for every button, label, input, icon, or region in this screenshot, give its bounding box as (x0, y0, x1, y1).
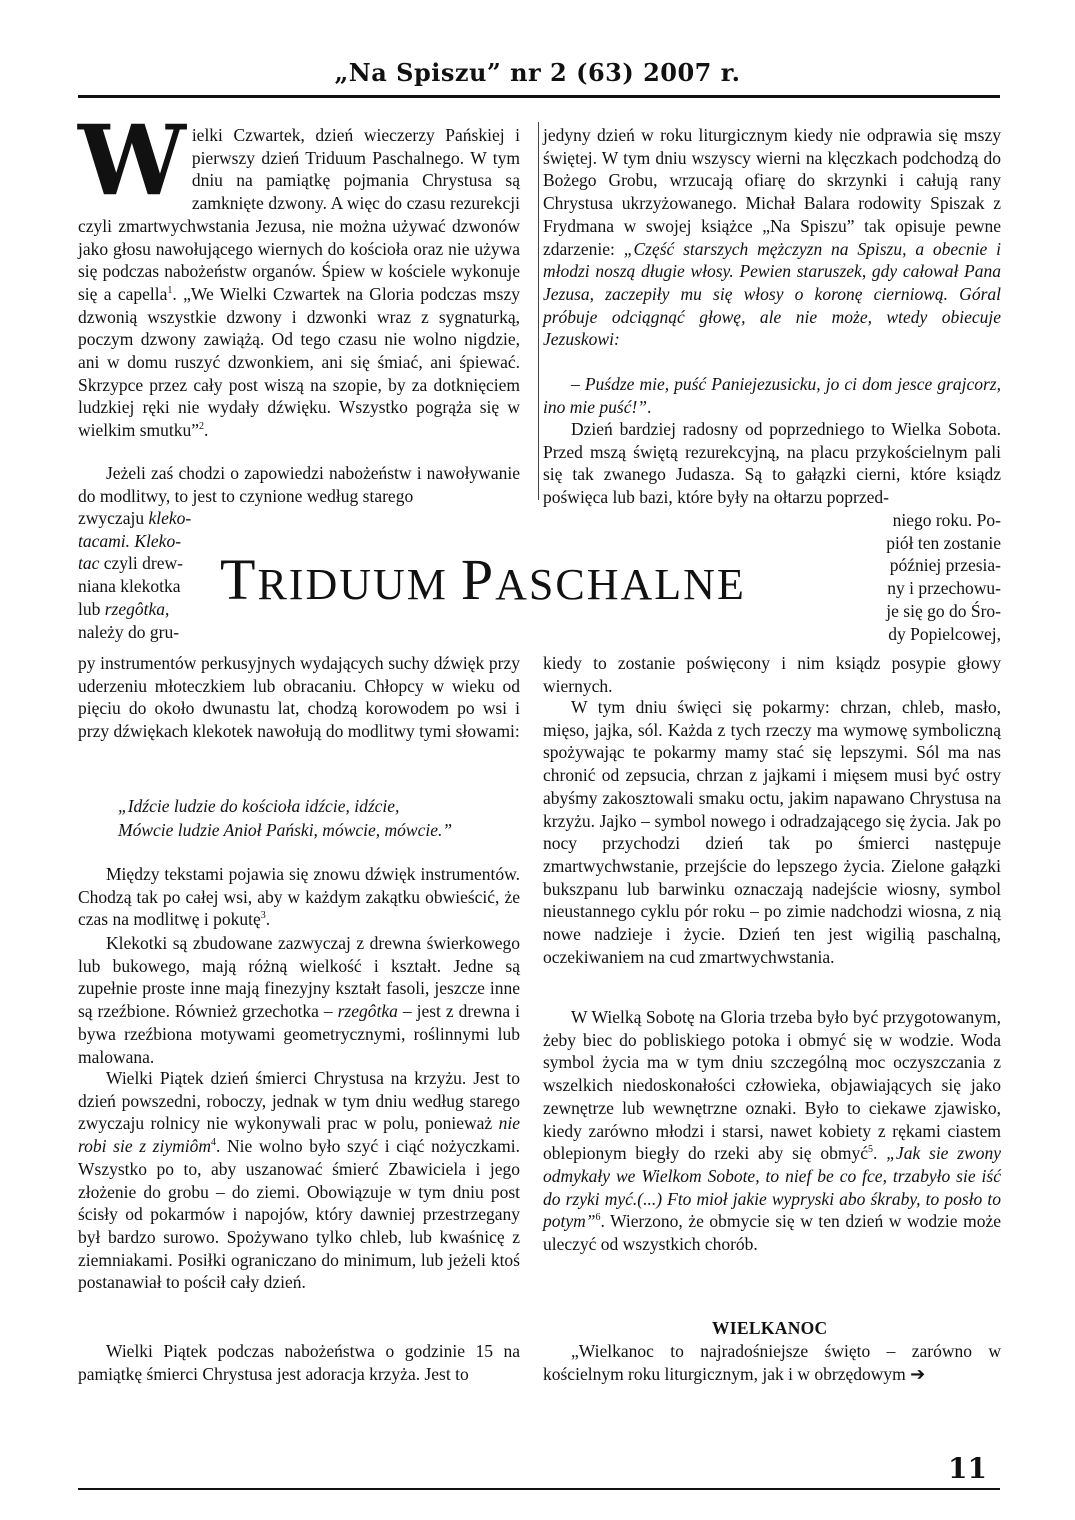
running-header: „Na Spiszu” nr 2 (63) 2007 r. (334, 58, 741, 87)
right-paragraph-2: – Puśdze mie, puść Paniejezusicku, jo ci dom jesce grajcorz, ino mie puść!”. (543, 374, 1001, 417)
left-paragraph-4: Klekotki są zbudowane zazwyczaj z drewna świerkowego lub bukowego, mają różną wielkość i kształt. Jedne są zupełnie proste inne mają finezyjny kształt fasoli, jeszcze inne są rzeźbione. Również grzechotka – rzegôtka – jest z drewna i bywa rzeźbiona motywami geometrycznymi, roślinnymi lub malowana. (78, 933, 520, 1067)
left-paragraph-3: Między tekstami pojawia się znowu dźwięk instrumentów. Chodzą tak po całej wsi, aby w każdym zakątku obwieścić, że czas na modlitwę i pokutę$^3$. (78, 864, 520, 930)
right-paragraph-3: Dzień bardziej radosny od poprzedniego to Wielka Sobota. Przed mszą świętą rezurekcyjną, na placu przykościelnym pali się tak zwanego Judasza. Są to gałązki cierni, które ksiądz poświęca lub bazi, które były na ołtarzu poprzed- (543, 419, 1001, 508)
quote-line-1: „Idźcie ludzie do kościoła idźcie, idźcie, (118, 796, 400, 816)
continue-arrow-icon: ➔ (910, 1363, 926, 1385)
footer-rule (78, 1488, 1000, 1490)
section-heading: WIELKANOC (712, 1318, 828, 1338)
right-paragraph-1: jedyny dzień w roku liturgicznym kiedy nie odprawia się mszy świętej. W tym dniu wszyscy wierni na klęczkach podchodzą do Bożego Grobu, wrzucają ofiarę do skrzynki i całują rany Chrystusa ukrzyżowanego. Michał Balara rodowity Spiszak z Frydmana w swojej książce „Na Spiszu” tak opisuje pewne zdarzenie: „Część starszych mężczyzn na Spiszu, a obecnie i młodzi noszą długie włosy. Pewien staruszek, gdy całował Pana Jezusa, zaczepiły mu się włosy o koronę cierniową. Góral próbuje odciągnąć głowę, ale nie może, wtedy obiecuje Jezuskowi: (543, 125, 1002, 350)
right-paragraph-5: W Wielką Sobotę na Gloria trzeba było być przygotowanym, żeby biec do pobliskiego potoka i obmyć się w wodzie. Woda symbol życia ma w tym dniu szczególną moc oczyszczania z wszelkich niedoskonałości człowieka, objawiających się jako zewnętrze lub wewnętrzne oznaki. Było to ciekawe zjawisko, kiedy zarówno młodzi i starsi, nawet kobiety z rękami ciastem oblepionym biegły do rzeki aby się obmyć$^5$. „Jak sie zwony odmykały we Wielkom Sobote, to nief be co fce, trzabyło sie iść do rzyki myć.(...) Fto mioł jakie wypryski abo śkraby, to posło to potym”$^6$. Wierzono, że obmycie się w ten dzień w wodzie może uleczyć od wszystkich chorób. (543, 1007, 1002, 1255)
article-title: TRIDUUM PASCHALNE (220, 547, 746, 612)
drop-cap: W (78, 104, 186, 217)
left-paragraph-5: Wielki Piątek dzień śmierci Chrystusa na krzyżu. Jest to dzień powszedni, roboczy, jednak w tym dniu według starego zwyczaju rolnicy nie wykonywali prac w polu, ponieważ nie robi sie z ziymiôm$^4$. Nie wolno było szyć i ciąć nożyczkami. Wszystko po to, aby uszanować śmierć Zbawiciela i jego złożenie do grobu – do ziemi. Obowiązuje w tym dniu post ścisły od pokarmów i napojów, który dawniej przestrzegany był bardzo surowo. Spożywano tylko chleb, lub kwaśnicę z ziemniakami. Posiłki ograniczano do minimum, lub jeżeli ktoś postanawiał to pościł cały dzień. (78, 1068, 521, 1293)
right-paragraph-3-continued: kiedy to zostanie poświęcony i nim ksiądz posypie głowy wiernych. (543, 653, 1001, 696)
left-paragraph-1: Wielki Czwartek, dzień wieczerzy Pańskiej i pierwszy dzień Triduum Paschalnego. W tym dniu na pamiątkę pojmania Chrystusa są zamknięte dzwony. A więc do czasu rezurekcji czyli zmartwychwstania Jezusa, nie można używać dzwonów jako głosu nawołującego wiernych do kościoła oraz nie używa się podczas nabożeństw organów. Śpiew w kościele wykonuje się a capella$^1$. „We Wielki Czwartek na Gloria podczas mszy dzwonią wszystkie dzwony i dzwonki wraz z sygnaturką, poczym dzwony zawiążą. Od tego czasu nie wolno nigdzie, ani w domu ruszyć dzwonkiem, ani się śmiać, ani śpiewać. Skrzypce przez cały post wiszą na szopie, by za dotknięciem ludzkiej ręki nie wydały dźwięku. Wszystko pogrąża się w wielkim smutku”$^2$. (78, 104, 520, 441)
right-wrap-text: niego roku. Po- piół ten zostanie później przesia- ny i przechowu- je się go do Śro- dy Popielcowej, (886, 510, 1001, 644)
page-number: 11 (948, 1452, 987, 1485)
right-paragraph-4: W tym dniu święci się pokarmy: chrzan, chleb, masło, mięso, jajka, sól. Każda z tych rzeczy ma wymowę symboliczną spożywając te pokarmy mamy stać się lepszymi. Sól ma nas chronić od zepsucia, chrzan z jajkami i mięsem musi być ostry abyśmy zakosztowali smaku octu, jakim napawano Chrystusa na krzyżu. Jajko – symbol nowego i odradzającego się życia. Jak po nocy przychodzi dzień tak po śmierci następuje zmartwychwstanie, przejście do lepszego życia. Zielone gałązki bukszpanu lub barwinku oznaczają nadejście wiosny, symbol nieustannego cyklu pór roku – po zimie nadchodzi wiosna, z nią nowe nadzieje i życie. Dzień ten jest wigilią paschalną, oczekiwaniem na cud zmartwychwstania. (543, 697, 1001, 967)
left-paragraph-6: Wielki Piątek podczas nabożeństwa o godzinie 15 na pamiątkę śmierci Chrystusa jest adoracja krzyża. Jest to (78, 1341, 520, 1384)
left-paragraph-2: Jeżeli zaś chodzi o zapowiedzi nabożeństw i nawoływanie do modlitwy, to jest to czynione według starego (78, 463, 520, 506)
left-paragraph-2-continued: py instrumentów perkusyjnych wydających suchy dźwięk przy uderzeniu młoteczkiem lub obracaniu. Chłopcy w wieku od pięciu do około dwunastu lat, chodzą korowodem po wsi i przy dźwiękach klekotek nawołują do modlitwy tymi słowami: (78, 653, 520, 742)
right-paragraph-6: „Wielkanoc to najradośniejsze święto – zarówno w kościelnym roku liturgicznym, jak i w obrzędowym ➔ (543, 1341, 1001, 1385)
header-rule (78, 95, 1000, 98)
left-wrap-text: zwyczaju kleko- tacami. Kleko- tac czyli drew- niana klekotka lub rzegôtka, należy do gru- (78, 508, 192, 642)
column-divider (538, 122, 539, 500)
quote-line-2: Mówcie ludzie Anioł Pański, mówcie, mówcie.” (118, 820, 453, 840)
